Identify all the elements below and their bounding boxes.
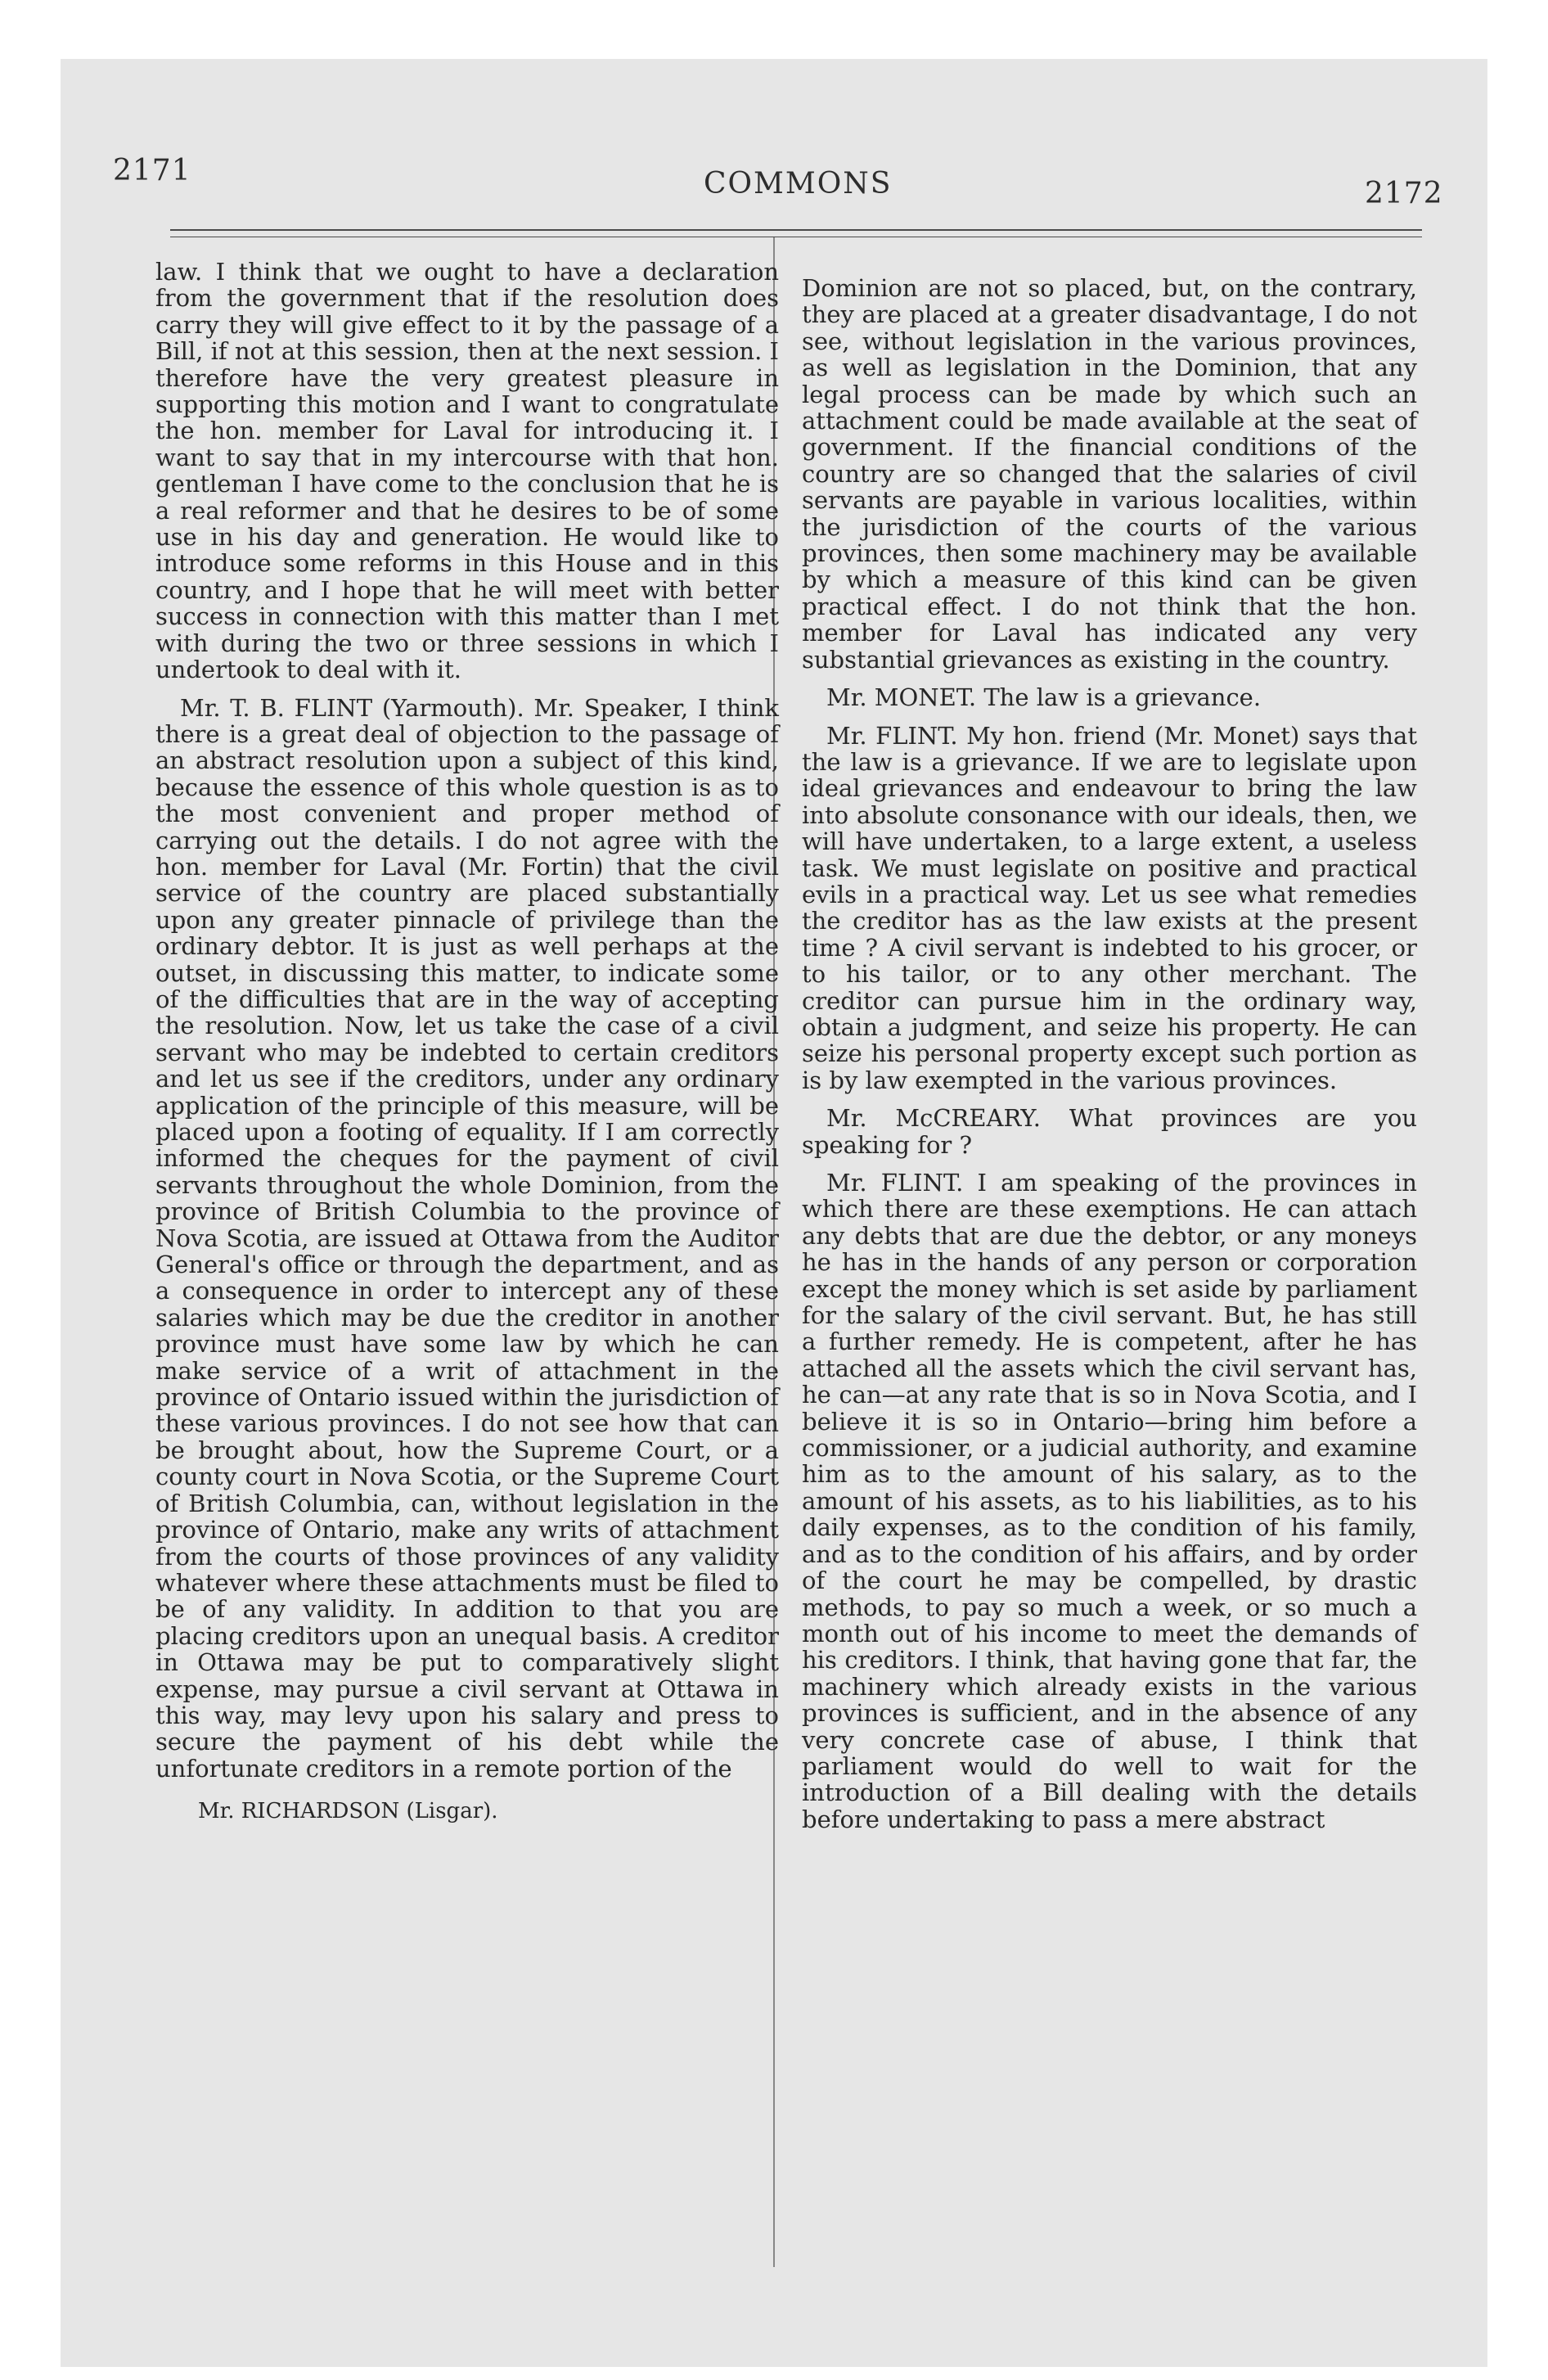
header-rule-top (170, 229, 1422, 231)
running-head: COMMONS (704, 167, 893, 201)
paragraph: Mr. FLINT. I am speaking of the provinces in which there are these exemptions. He can attach any debts that are due the debtor, or any moneys he has in the hands of any person or corporation except the money which is set aside by parliament for the salary of the civil servant. But, he has still a further remedy. He is competent, after he has attached all the assets which the civil servant has, he can—at any rate that is so in Nova Scotia, and I believe it is so in Ontario—bring him before a commissioner, or a judicial authority, and examine him as to the amount of his salary, as to the amount of his assets, as to his liabilities, as to his daily expenses, as to the condition of his family, and as to the condition of his affairs, and by order of the court he may be compelled, by drastic methods, to pay so much a week, or so much a month out of his income to meet the demands of his creditors. I think, that having gone that far, the machinery which already exists in the various provinces is sufficient, and in the absence of any very concrete case of abuse, I think that parliament would do well to wait for the introduction of a Bill dealing with the details before undertaking to pass a mere abstract (802, 1169, 1417, 1833)
paragraph: Mr. T. B. FLINT (Yarmouth). Mr. Speaker, I think there is a great deal of objection to the passage of an abstract resolution upon a subject of this kind, because the essence of this whole question is as to the most convenient and proper method of carrying out the details. I do not agree with the hon. member for Laval (Mr. Fortin) that the civil service of the country are placed substantially upon any greater pinnacle of privilege than the ordinary debtor. It is just as well perhaps at the outset, in discussing this matter, to indicate some of the difficulties that are in the way of accepting the resolution. Now, let us take the case of a civil servant who may be indebted to certain creditors and let us see if the creditors, under any ordinary application of the principle of this measure, will be placed upon a footing of equality. If I am correctly informed the cheques for the payment of civil servants throughout the whole Dominion, from the province of British Columbia to the province of Nova Scotia, are issued at Ottawa from the Auditor General's office or through the department, and as a consequence in order to intercept any of these salaries which may be due the creditor in another province must have some law by which he can make service of a writ of attachment in the province of Ontario issued within the jurisdiction of these various provinces. I do not see how that can be brought about, how the Supreme Court, or a county court in Nova Scotia, or the Supreme Court of British Columbia, can, without legislation in the province of Ontario, make any writs of attachment from the courts of those provinces of any validity whatever where these attachments must be filed to be of any validity. In addition to that you are placing creditors upon an unequal basis. A creditor in Ottawa may be put to comparatively slight expense, may pursue a civil servant at Ottawa in this way, may levy upon his salary and press to secure the payment of his debt while the unfortunate creditors in a remote portion of the (155, 693, 779, 1783)
paragraph: law. I think that we ought to have a declaration from the government that if the resolution does carry they will give effect to it by the passage of a Bill, if not at this session, then at the next session. I therefore have the very greatest pleasure in supporting this motion and I want to congratulate the hon. member for Laval for introducing it. I want to say that in my intercourse with that hon. gentleman I have come to the conclusion that he is a real reformer and that he desires to be of some use in his day and generation. He would like to introduce some reforms in this House and in this country, and I hope that he will meet with better success in connection with this matter than I met with during the two or three sessions in which I undertook to deal with it. (155, 258, 779, 684)
paragraph: Dominion are not so placed, but, on the contrary, they are placed at a greater disadvantage, I do not see, without legislation in the various provinces, as well as legislation in the Dominion, that any legal process can be made by which such an attachment could be made available at the seat of government. If the financial conditions of the country are so changed that the salaries of civil servants are payable in various localities, within the jurisdiction of the courts of the various provinces, then some machinery may be available by which a measure of this kind can be given practical effect. I do not think that the hon. member for Laval has indicated any very substantial grievances as existing in the country. (802, 274, 1417, 674)
speaker-line: Mr. RICHARDSON (Lisgar). (198, 1799, 498, 1824)
right-column (802, 275, 1417, 1832)
paragraph: Mr. MONET. The law is a grievance. (826, 683, 1262, 712)
left-page-number: 2171 (113, 154, 191, 187)
left-column (155, 259, 779, 1825)
paragraph: Mr. McCREARY. What provinces are you speaking for ? (802, 1104, 1417, 1159)
right-page-number: 2172 (1365, 177, 1443, 210)
paragraph: Mr. FLINT. My hon. friend (Mr. Monet) says that the law is a grievance. If we are to legislate upon ideal grievances and endeavour to bring the law into absolute consonance with our ideals, then, we will have undertaken, to a large extent, a useless task. We must legislate on positive and practical evils in a practical way. Let us see what remedies the creditor has as the law exists at the present time ? A civil servant is indebted to his grocer, or to his tailor, or to any other merchant. The creditor can pursue him in the ordinary way, obtain a judgment, and seize his property. He can seize his personal property except such portion as is by law exempted in the various provinces. (802, 721, 1417, 1094)
